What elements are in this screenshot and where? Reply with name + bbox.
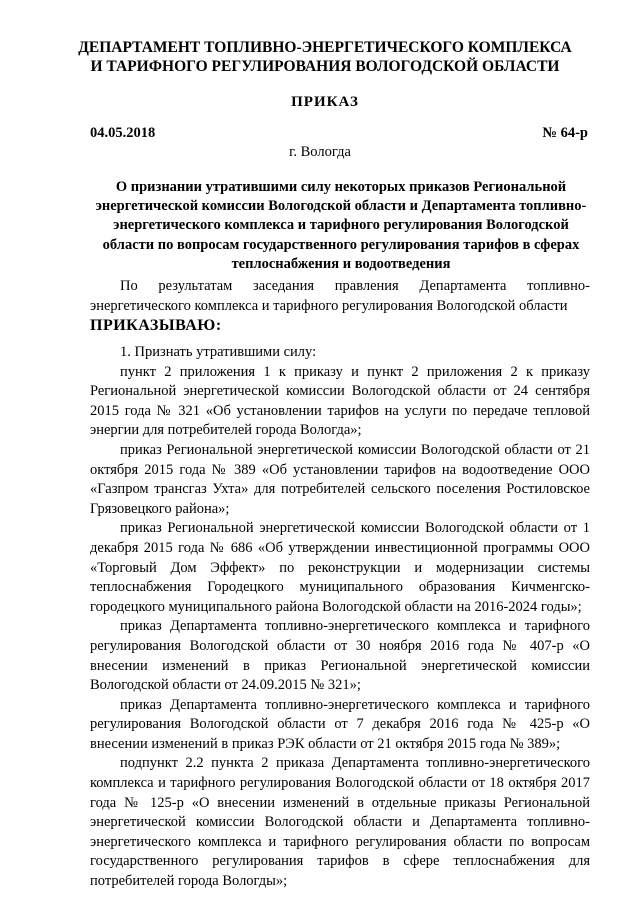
list-item: пункт 2 приложения 1 к приказу и пункт 2 приложения 2 к приказу Региональной энергетической комиссии Вологодской области от 24 сентября 2015 года № 321 «Об установлении тарифов на услуги по передаче тепловой энергии для потребителей города Вологда»; [90, 363, 590, 439]
preamble-block [90, 277, 590, 336]
department-header [60, 38, 590, 76]
order-subject: О признании утратившими силу некоторых приказов Региональной энергетической комиссии Вологодской области и Департамента топливно-энергетического комплекса и тарифного регулирования Вологодской области по вопросам государственного регулирования тарифов в сферах теплоснабжения и водоотведения [95, 179, 587, 272]
document-type: ПРИКАЗ [291, 94, 359, 110]
list-item: приказ Региональной энергетической комиссии Вологодской области от 1 декабря 2015 года № 686 «Об утверждении инвестиционной программы ООО «Торговый Дом Эффект» по реконструкции и модернизации системы теплоснабжения Городецкого муниципального образования Кичменгско-городецкого муниципального района Вологодской области на 2016-2024 годы»; [90, 520, 590, 615]
header-line-1: ДЕПАРТАМЕНТ ТОПЛИВНО-ЭНЕРГЕТИЧЕСКОГО КОМПЛЕКСА [78, 39, 572, 56]
list-item: приказ Региональной энергетической комиссии Вологодской области от 21 октября 2015 года № 389 «Об установлении тарифов на водоотведение ООО «Газпром трансгаз Ухта» для потребителей сельского поселения Ростиловское Грязовецкого района»; [90, 441, 590, 517]
list-item: приказ Департамента топливно-энергетического комплекса и тарифного регулирования Вологодской области от 7 декабря 2016 года № 425-р «О внесении изменений в приказ РЭК области от 21 октября 2015 года № 389»; [90, 696, 590, 752]
order-number: № 64-р [542, 125, 588, 141]
order-content [90, 343, 590, 892]
orders-word: ПРИКАЗЫВАЮ: [90, 317, 222, 335]
order-date: 04.05.2018 [90, 125, 156, 141]
header-line-2: И ТАРИФНОГО РЕГУЛИРОВАНИЯ ВОЛОГОДСКОЙ ОБЛАСТИ [90, 58, 560, 75]
list-item: подпункт 2.2 пункта 2 приказа Департамента топливно-энергетического комплекса и тарифного регулирования Вологодской области от 18 октября 2017 года № 125-р «О внесении изменений в отдельные приказы Региональной энергетической комиссии Вологодской области и Департамента топливно-энергетического комплекса и тарифного регулирования области по вопросам государственного регулирования тарифов в сфере теплоснабжения для потребителей города Вологды»; [90, 755, 590, 890]
list-item: приказ Департамента топливно-энергетического комплекса и тарифного регулирования Вологодской области от 30 ноября 2016 года № 407-р «О внесении изменений в приказ Региональной энергетической комиссии Вологодской области от 24.09.2015 № 321»; [90, 618, 590, 694]
order-city: г. Вологда [289, 144, 351, 160]
preamble-text: По результатам заседания правления Департамента топливно-энергетического комплекса и тарифного регулирования Вологодской области [90, 278, 590, 314]
item-heading: 1. Признать утратившими силу: [120, 344, 317, 360]
